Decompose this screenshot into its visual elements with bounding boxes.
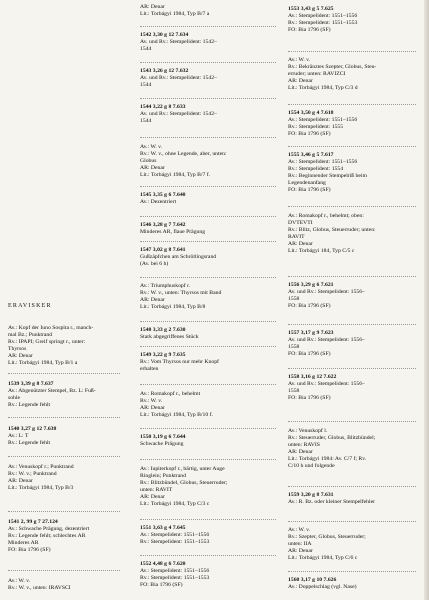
separator-rule [8, 570, 120, 571]
catalog-entry [288, 577, 420, 591]
separator-rule [140, 428, 276, 429]
separator-rule [288, 51, 416, 52]
entry-line: Av.: L: T [8, 433, 29, 439]
separator-rule [140, 137, 276, 138]
entry-line: 1560 3,17 g 10 7.626 [288, 577, 337, 583]
catalog-entry [140, 352, 280, 373]
separator-rule [288, 104, 416, 105]
entry-line: FO: Bia 1796 (SF) [140, 582, 183, 588]
entry-line: Gußzäpfchen am Schrötlingsrand [140, 254, 217, 260]
separator-rule [140, 459, 276, 460]
entry-line: 1542 3,30 g 12 7.634 [140, 32, 189, 38]
separator-rule [140, 346, 276, 347]
catalog-entry [288, 152, 420, 194]
catalog-entry [140, 283, 280, 311]
separator-rule [8, 456, 120, 457]
entry-line: 1544 [140, 118, 152, 124]
catalog-entry [140, 192, 280, 206]
entry-line: Rv.: Legende fehlt; schlechtes AR [8, 533, 86, 539]
entry-line: erruder; unten: RAVIZCI [288, 71, 346, 77]
entry-line: AR: Denar [140, 494, 165, 500]
entry-line: erhalten [140, 366, 159, 372]
entry-line: 1544 3,22 g 8 7.633 [140, 104, 186, 110]
entry-line: Av.: Venuskopf l. [288, 428, 328, 434]
separator-rule [140, 62, 276, 63]
entry-line: 1540 3,27 g 12 7.638 [8, 426, 57, 432]
entry-line: unten: RAVIT [140, 487, 173, 493]
entry-line: 1552 4,48 g 6 7.620 [140, 561, 186, 567]
catalog-entry [140, 327, 280, 341]
entry-line: AR: Denar [140, 165, 165, 171]
entry-line: C/10 h und folgende [288, 463, 335, 469]
entry-line: Rv.: Szepter, Globus, Steuerruder; [288, 534, 366, 540]
entry-line: 1557 3,17 g 9 7.623 [288, 330, 334, 336]
entry-line: FO: Bia 1796 (SF) [288, 27, 331, 33]
separator-rule [140, 321, 276, 322]
entry-line: Lit.: Torbágyi 1984, Typ B/8 [140, 304, 206, 310]
entry-line: Rv.: W. v. [140, 398, 163, 404]
entry-line: 1558 [288, 344, 300, 350]
entry-line: Minderes AR [8, 540, 39, 546]
entry-line: Legendenanfang [288, 180, 326, 186]
catalog-entry [288, 428, 420, 470]
entry-line: Av.: Venuskopf r.; Punktrand [8, 464, 74, 470]
entry-line: Rv.: W. v., unten: IRAVSCI [8, 585, 71, 591]
entry-line: Rv.: Stempelident: 1554 [288, 166, 344, 172]
entry-line: Av.: W. v. [8, 578, 31, 584]
entry-line: Rv.: Bekränztes Szepter, Globus, Steu- [288, 64, 377, 70]
separator-rule [288, 146, 416, 147]
entry-line: AR: Denar [140, 4, 165, 10]
entry-line: Rv.: IPAPI; Greif springt r., unter: [8, 339, 86, 345]
entry-line: Rv.: Legende fehlt [8, 440, 51, 446]
entry-line: Rv.: Beginnender Stempelriß beim [288, 173, 367, 179]
catalog-entry [8, 426, 124, 447]
catalog-entry [288, 6, 420, 34]
separator-rule [140, 277, 276, 278]
entry-line: Av. und Rv.: Stempelident: 1556– [288, 289, 365, 295]
entry-line: Lit.: Torbágyi 1984, Typ B/3 [8, 485, 74, 491]
separator-rule [140, 186, 276, 187]
entry-line: 1554 3,50 g 4 7.618 [288, 110, 334, 116]
separator-rule [288, 521, 416, 522]
entry-line: Rv.: Legende fehlt [8, 402, 51, 408]
entry-line: AR: Denar [288, 548, 313, 554]
entry-line: Rv.: W. v.; Punktrand [8, 471, 57, 477]
catalog-entry [140, 391, 280, 419]
entry-line: Ringlein; Punktrand [140, 473, 186, 479]
entry-line: Lit.: Torbágyi 1984, Typ C/6 c [288, 555, 358, 561]
catalog-entry [140, 222, 280, 236]
entry-line: Av.: Stempelident: 1551–1556 [288, 13, 358, 19]
entry-line: 1545 3,35 g 6 7.640 [140, 192, 186, 198]
entry-line: Rv.: Blitz, Globus, Steuerruder; unten: [288, 227, 376, 233]
entry-line: AR: Denar [8, 478, 33, 484]
entry-line: AR: Denar [140, 297, 165, 303]
entry-line: Globus [140, 158, 157, 164]
entry-line: FO: Bia 1796 (SF) [288, 187, 331, 193]
entry-line: AR: Denar [140, 405, 165, 411]
catalog-entry [140, 561, 280, 589]
separator-rule [140, 26, 276, 27]
entry-line: FO: Bia 1796 (SF) [8, 547, 51, 553]
entry-line: RAVIT [288, 234, 305, 240]
entry-line: Av.: Romakopf r., behelmt [140, 391, 201, 397]
entry-line: Av. und Rv.: Stempelident: 1542– [140, 111, 217, 117]
catalog-entry [288, 492, 420, 506]
entry-line: 1541 2, 99 g 7 27.124 [8, 519, 58, 525]
separator-rule [140, 519, 276, 520]
entry-line: 1544 [140, 46, 152, 52]
catalog-entry [140, 4, 280, 18]
entry-line: Av. und Rv.: Stempelident: 1542– [140, 75, 217, 81]
entry-line: Av.: R. Bz. oder kleiner Stempelfehler [288, 499, 376, 505]
catalog-entry [288, 330, 420, 358]
entry-line: 1551 3,63 g 4 7.645 [140, 525, 186, 531]
separator-rule [140, 216, 276, 217]
entry-line: unten: RAVIS [288, 442, 320, 448]
catalog-entry [140, 247, 280, 268]
separator-rule [288, 276, 416, 277]
entry-line: AR: Denar [8, 353, 33, 359]
entry-line: Av.: Doppelschlag (vgl. Nase) [288, 584, 357, 590]
entry-line: unten: IIA [288, 541, 312, 547]
catalog-entry [288, 282, 420, 310]
entry-line: Stark abgegriffenes Stück [140, 334, 199, 340]
entry-line: Rv.: Stempelident: 1551–1553 [140, 539, 210, 545]
catalog-entry [140, 466, 280, 508]
entry-line: Av. und Rv.: Stempelident: 1556– [288, 381, 365, 387]
catalog-entry [140, 32, 280, 53]
entry-line: Minderes AR, flaue Prägung [140, 229, 206, 235]
separator-rule [288, 368, 416, 369]
entry-line: mal Bz.; Punktrand [8, 332, 53, 338]
entry-line: Rv.: W. v., unten: Thyrsos mit Band [140, 290, 222, 296]
entry-line: 1558 3,16 g 12 7.622 [288, 374, 337, 380]
entry-line: Av. und Rv.: Stempelident: 1542– [140, 39, 217, 45]
entry-line: Av.: Romakopf r., behelmt; oben: [288, 213, 364, 219]
entry-line: 1546 3,28 g 7 7.642 [140, 222, 186, 228]
entry-line: 1544 [140, 82, 152, 88]
entry-line: AR: Denar [288, 241, 313, 247]
entry-line: 1558 [288, 388, 300, 394]
separator-rule [288, 571, 416, 572]
entry-line: Lit.: Torbágyi 184, Typ C/5 c [288, 248, 355, 254]
entry-line: Rv.: Vom Thyrsos nur mehr Knopf [140, 359, 219, 365]
separator-rule [140, 555, 276, 556]
entry-line: Rv.: Steuerruder, Globus, Blitzbündel; [288, 435, 376, 441]
entry-line: Lit.: Torbágyi 1984, Typ C/3 d [288, 85, 358, 91]
entry-line: Av.: Dezentriert [140, 199, 177, 205]
separator-rule [288, 324, 416, 325]
catalog-entry [8, 578, 124, 592]
entry-line: Schwache Prägung [140, 441, 184, 447]
catalog-entry [8, 464, 124, 492]
entry-line: 1548 3,33 g 2 7.630 [140, 327, 186, 333]
entry-line: Lit.: Torbágyi 1984, Typ B/10 f. [140, 412, 213, 418]
page-edge [424, 0, 429, 600]
entry-line: Av.: Stempelident: 1551–1556 [140, 568, 210, 574]
section-title: ERAVISKER [8, 303, 52, 309]
entry-line: Av.: W. v. [288, 527, 311, 533]
entry-line: (Av. bei 6 h) [140, 261, 169, 267]
entry-line: Av.: Iupiterkopf r., bärtig, unter Auge [140, 466, 225, 472]
catalog-entry [288, 213, 420, 255]
catalog-entry [140, 525, 280, 546]
entry-line: 1549 3,22 g 9 7.635 [140, 352, 186, 358]
catalog-entry [288, 57, 420, 92]
catalog-entry [140, 68, 280, 89]
entry-line: Rv.: W. v., ohne Legende, aber, unten: [140, 151, 227, 157]
entry-line: Lit.: Torbágyi 1984: Av. C/7 f; Rv. [288, 456, 367, 462]
entry-line: 1547 3,02 g 8 7.641 [140, 247, 186, 253]
catalog-entry [288, 527, 420, 562]
entry-line: Av.: Schwache Prägung, dezentriert [8, 526, 90, 532]
catalog-entry [140, 144, 280, 179]
entry-line: FO: Bia 1796 (SF) [288, 351, 331, 357]
entry-line: sohle [8, 395, 21, 401]
catalog-entry [288, 374, 420, 402]
entry-line: Av.: Triumphuskopf r. [140, 283, 191, 289]
separator-rule [8, 417, 120, 418]
entry-line: 1553 3,43 g 5 7.625 [288, 6, 334, 12]
catalog-entry [8, 519, 124, 554]
entry-line: Av.: Kopf der Iuno Sospita r., manch- [8, 325, 94, 331]
entry-line: Av.: Abgenützter Stempel, Bz. L: Fuß- [8, 388, 96, 394]
separator-rule [8, 511, 120, 512]
entry-line: AR: Denar [288, 449, 313, 455]
entry-line: 1543 3,26 g 12 7.632 [140, 68, 189, 74]
entry-line: 1550 3,19 g 6 7.644 [140, 434, 186, 440]
entry-line: 1558 [288, 296, 300, 302]
catalog-entry [140, 104, 280, 125]
entry-line: FO: Bia 1796 (SF) [288, 303, 331, 309]
entry-line: Lit.: Torbágyi 1984, Typ C/3 c [140, 501, 210, 507]
entry-line: FO: Bia 1796 (SF) [288, 131, 331, 137]
entry-line: 1556 3,29 g 6 7.621 [288, 282, 334, 288]
catalog-entry [8, 381, 124, 409]
separator-rule [288, 486, 416, 487]
entry-line: Av.: Stempelident: 1551–1556 [140, 532, 210, 538]
entry-line: Av.: Stempelident: 1551–1556 [288, 117, 358, 123]
catalog-entry [8, 325, 124, 367]
separator-rule [140, 384, 276, 385]
section-heading [8, 303, 124, 310]
catalog-entry [288, 110, 420, 138]
separator-rule [288, 206, 416, 207]
entry-line: Thyrsos [8, 346, 27, 352]
entry-line: Lit.: Torbágyi 1984, Typ B/1 a [8, 360, 78, 366]
entry-line: Av. und Rv.: Stempelident: 1556– [288, 337, 365, 343]
catalog-entry [140, 434, 280, 448]
entry-line: Lit.: Torbágyi 1984, Typ B/7 f. [140, 172, 211, 178]
entry-line: 1555 3,46 g 5 7.617 [288, 152, 334, 158]
entry-line: Rv.: Stempelident: 1555 [288, 124, 344, 130]
entry-line: Av.: W. v. [288, 57, 311, 63]
entry-line: FO: Bia 1796 (SF) [288, 395, 331, 401]
separator-rule [288, 421, 416, 422]
entry-line: Av.: W. v. [140, 144, 163, 150]
entry-line: Rv.: Stempelident: 1551–1553 [140, 575, 210, 581]
entry-line: 1539 3,39 g 8 7.637 [8, 381, 54, 387]
entry-line: Av.: Stempelident: 1551–1556 [288, 159, 358, 165]
separator-rule [140, 241, 276, 242]
entry-line: Rv.: Stempelident: 1551–1553 [288, 20, 358, 26]
separator-rule [140, 98, 276, 99]
separator-rule [8, 373, 120, 374]
entry-line: DVTEVTI [288, 220, 313, 226]
entry-line: AR: Denar [288, 78, 313, 84]
entry-line: Rv.: Blitzbündel, Globus, Steuerruder; [140, 480, 228, 486]
entry-line: Lit.: Torbágyi 1984, Typ B/7 a [140, 11, 210, 17]
entry-line: 1559 3,20 g 8 7.631 [288, 492, 334, 498]
